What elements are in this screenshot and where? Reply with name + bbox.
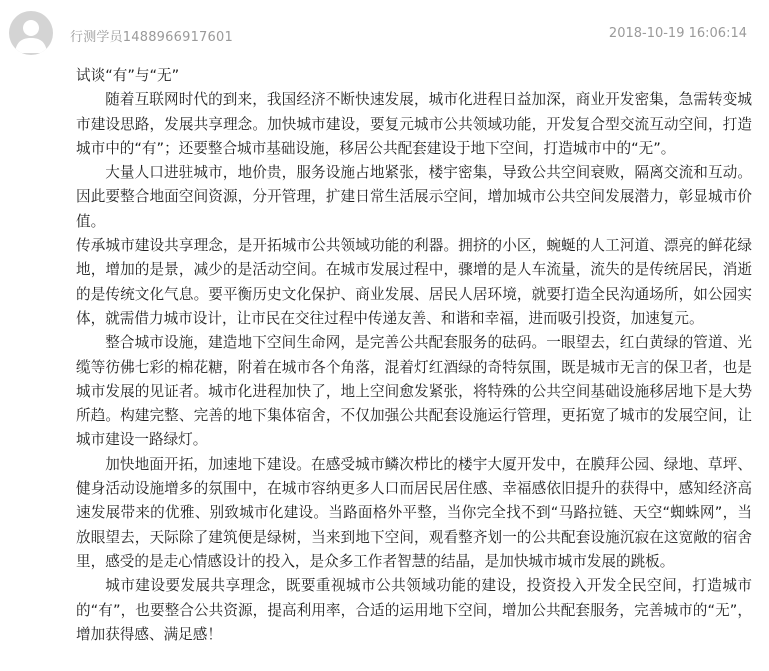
paragraph: 城市建设要发展共享理念，既要重视城市公共领域功能的建设，投资投入开发全民空间，打造城市的“有”，也要整合公共资源，提高利用率，合适的运用地下空间，增加公共配套服务，完善城市的“无”，增加获得感、满足感！ — [76, 577, 752, 643]
post-title: 试谈“有”与“无” — [76, 67, 180, 84]
paragraph: 随着互联网时代的到来，我国经济不断快速发展，城市化进程日益加深，商业开发密集，急需转变城市建设思路，发展共享理念。加快城市建设，要复元城市公共领域功能，开发复合型交流互动空间，打造城市中的“有”；还要整合城市基础设施，移居公共配套建设于地下空间，打造城市中的“无”。 — [76, 91, 752, 157]
user-silhouette-icon — [9, 11, 53, 55]
post-header — [0, 0, 769, 60]
paragraph: 整合城市设施，建造地下空间生命网，是完善公共配套服务的砝码。一眼望去，红白黄绿的管道、光缆等彷佛七彩的棉花糖，附着在城市各个角落，混着灯红酒绿的奇特氛围，既是城市无言的保卫者，也是城市发展的见证者。城市化进程加快了，地上空间愈发紧张，将特殊的公共空间基础设施移居地下是大势所趋。构建完整、完善的地下集体宿舍，不仅加强公共配套设施运行管理，更拓宽了城市的发展空间，让城市建设一路绿灯。 — [76, 334, 752, 449]
paragraph: 大量人口进驻城市，地价贵，服务设施占地紧张，楼宇密集，导致公共空间衰败，隔离交流和互动。因此要整合地面空间资源，分开管理，扩建日常生活展示空间，增加城市公共空间发展潜力，彰显城市价值。 — [76, 164, 752, 230]
post-content — [76, 64, 752, 647]
paragraph: 传承城市建设共享理念，是开拓城市公共领域功能的利器。拥挤的小区，蜿蜒的人工河道、漂亮的鲜花绿地，增加的是景，减少的是活动空间。在城市发展过程中，骤增的是人车流量，流失的是传统居民，消逝的是传统文化气息。要平衡历史文化保护、商业发展、居民人居环境，就要打造全民沟通场所，如公园实体，就需借力城市设计，让市民在交往过程中传递友善、和谐和幸福，进而吸引投资，加速复元。 — [76, 237, 752, 327]
avatar[interactable] — [9, 11, 53, 55]
paragraph: 加快地面开拓，加速地下建设。在感受城市鳞次栉比的楼宇大厦开发中，在膜拜公园、绿地、草坪、健身活动设施增多的氛围中，在城市容纳更多人口而居民居住感、幸福感依旧提升的获得中，感知经济高速发展带来的优雅、别致城市化建设。当路面格外平整，当你完全找不到“马路拉链、天空“蜘蛛网”，当放眼望去，天际除了建筑便是绿树，当来到地下空间，观看整齐划一的公共配套设施沉寂在这宽敞的宿舍里，感受的是走心情感设计的投入，是众多工作者智慧的结晶，是加快城市城市发展的跳板。 — [76, 455, 752, 570]
post-timestamp: 2018-10-19 16:06:14 — [608, 26, 747, 41]
author-name[interactable]: 行测学员1488966917601 — [70, 30, 233, 45]
